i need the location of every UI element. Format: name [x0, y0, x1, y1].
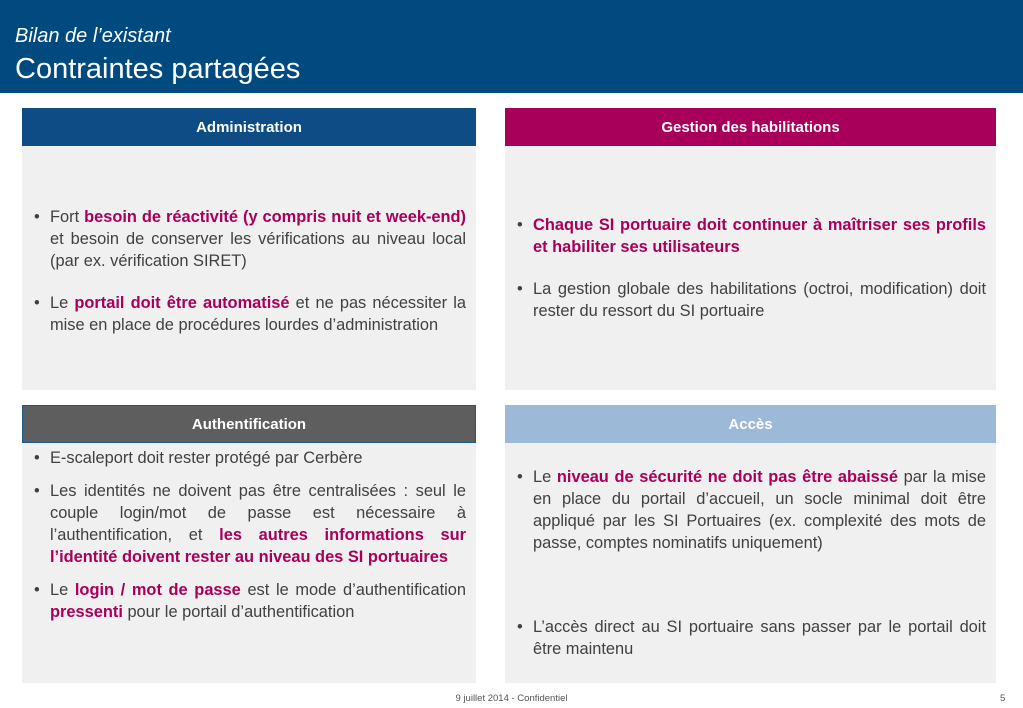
panel-authentification	[22, 405, 476, 683]
highlight-text: niveau de sécurité ne doit pas être abaissé	[556, 468, 898, 486]
list-item: • E-scaleport doit rester protégé par Cerbère	[32, 447, 466, 469]
panel-administration-heading: Administration	[22, 108, 476, 146]
panel-acces-heading: Accès	[505, 405, 996, 443]
list-item: • Le portail doit être automatisé et ne pas nécessiter la mise en place de procédures lourdes d’administration	[32, 292, 466, 336]
panel-acces	[505, 405, 996, 683]
list-item: • Les identités ne doivent pas être centralisées : seul le couple login/mot de passe est nécessaire à l’authentification, et les autres informations sur l’identité doivent rester au niveau des SI portuaires	[32, 480, 466, 568]
footer-text: 9 juillet 2014 - Confidentiel	[455, 693, 568, 704]
panel-habilitations-heading: Gestion des habilitations	[505, 108, 996, 146]
administration-list	[32, 206, 466, 336]
panel-authentification-body	[22, 443, 476, 683]
panel-acces-body	[505, 443, 996, 683]
highlight-text: Chaque SI portuaire doit continuer à maîtriser ses profils et habiliter ses utilisateurs	[533, 216, 986, 256]
slide-subtitle: Bilan de l’existant	[15, 25, 171, 47]
authentification-list	[32, 447, 466, 623]
highlight-text: login / mot de passe	[74, 581, 241, 599]
highlight-text: pressenti	[50, 603, 123, 621]
habilitations-list	[515, 214, 986, 322]
panel-administration-body	[22, 146, 476, 390]
panel-habilitations	[505, 108, 996, 390]
highlight-text: portail doit être automatisé	[74, 294, 290, 312]
list-item: • Fort besoin de réactivité (y compris nuit et week-end) et besoin de conserver les vérifications au niveau local (par ex. vérification SIRET)	[32, 206, 466, 272]
header-bar	[0, 0, 1023, 93]
list-item: • Le login / mot de passe est le mode d’authentification pressenti pour le portail d’authentification	[32, 579, 466, 623]
highlight-text: les autres informations sur l’identité doivent rester au niveau des SI portuaires	[50, 526, 467, 566]
panel-authentification-heading: Authentification	[22, 405, 476, 443]
list-item: • L’accès direct au SI portuaire sans passer par le portail doit être maintenu	[515, 616, 986, 660]
list-item	[515, 214, 986, 258]
acces-list	[515, 466, 986, 660]
panel-habilitations-body	[505, 146, 996, 390]
slide-title: Contraintes partagées	[15, 53, 301, 85]
page-number: 5	[1000, 693, 1006, 704]
panel-administration	[22, 108, 476, 390]
list-item: • La gestion globale des habilitations (octroi, modification) doit rester du ressort du SI portuaire	[515, 278, 986, 322]
list-item: • Le niveau de sécurité ne doit pas être abaissé par la mise en place du portail d’accueil, un socle minimal doit être appliqué par les SI Portuaires (ex. complexité des mots de passe, comptes nominatifs uniquement)	[515, 466, 986, 554]
highlight-text: besoin de réactivité (y compris nuit et week-end)	[84, 208, 466, 226]
